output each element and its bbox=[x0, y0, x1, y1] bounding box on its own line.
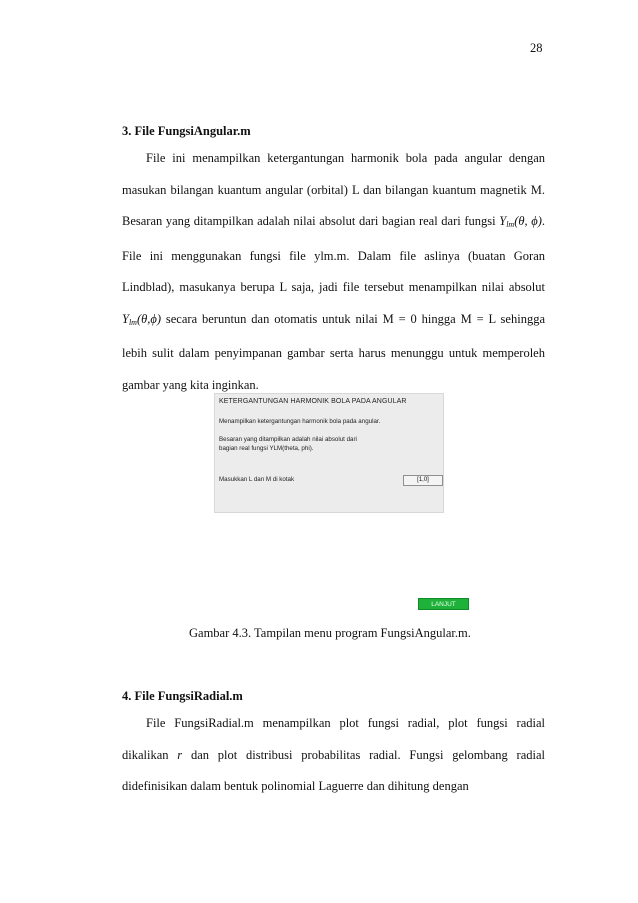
paragraph-text: File FungsiRadial.m menampilkan plot fungsi radial, plot fungsi radial dikalikan bbox=[122, 716, 545, 762]
lm-input-field[interactable]: [1,0] bbox=[403, 475, 443, 486]
math-symbol: $Y_{lm}(\theta,\phi)$ bbox=[122, 311, 162, 327]
page-number: 28 bbox=[530, 41, 543, 55]
paragraph-text: secara beruntun dan otomatis untuk nilai M = 0 hingga M = L sehingga lebih sulit dalam penyimpanan gambar serta harus menunggu untuk memperoleh gambar yang kita inginkan. bbox=[122, 311, 545, 392]
menu-description: Besaran yang ditampilkan adalah nilai absolut dari bbox=[219, 436, 357, 443]
program-menu-screenshot bbox=[214, 393, 444, 513]
section-heading: 3. File FungsiAngular.m bbox=[122, 124, 251, 138]
section-heading: 4. File FungsiRadial.m bbox=[122, 689, 243, 703]
math-symbol: r bbox=[177, 747, 183, 762]
paragraph-text: . File ini menggunakan fungsi file ylm.m. Dalam file aslinya (buatan Goran Lindblad), masukanya berupa L saja, jadi file tersebut menampilkan nilai absolut bbox=[122, 214, 545, 294]
math-symbol: $Y_{lm}(\theta$, ϕ) bbox=[499, 214, 542, 229]
paragraph-text: File ini menampilkan ketergantungan harmonik bola pada angular dengan masukan bilangan kuantum angular (orbital) L dan bilangan kuantum magnetik M. Besaran yang ditampilkan adalah nilai absolut dari bagian real dari fungsi bbox=[122, 151, 545, 228]
lanjut-button[interactable]: LANJUT bbox=[418, 598, 469, 610]
menu-description: bagian real fungsi YLM(theta, phi). bbox=[219, 445, 314, 452]
figure-caption: Gambar 4.3. Tampilan menu program FungsiAngular.m. bbox=[189, 626, 471, 640]
menu-title: KETERGANTUNGAN HARMONIK BOLA PADA ANGULAR bbox=[219, 398, 407, 405]
paragraph-text: didefinisikan dalam bentuk polinomial Laguerre dan dihitung dengan bbox=[122, 779, 469, 793]
input-label: Masukkan L dan M di kotak bbox=[219, 476, 295, 483]
menu-description: Menampilkan ketergantungan harmonik bola pada angular. bbox=[219, 418, 381, 425]
paragraph-text: dan plot distribusi probabilitas radial. Fungsi gelombang radial bbox=[190, 747, 546, 762]
section-paragraph bbox=[122, 708, 545, 803]
section-paragraph bbox=[122, 143, 545, 401]
